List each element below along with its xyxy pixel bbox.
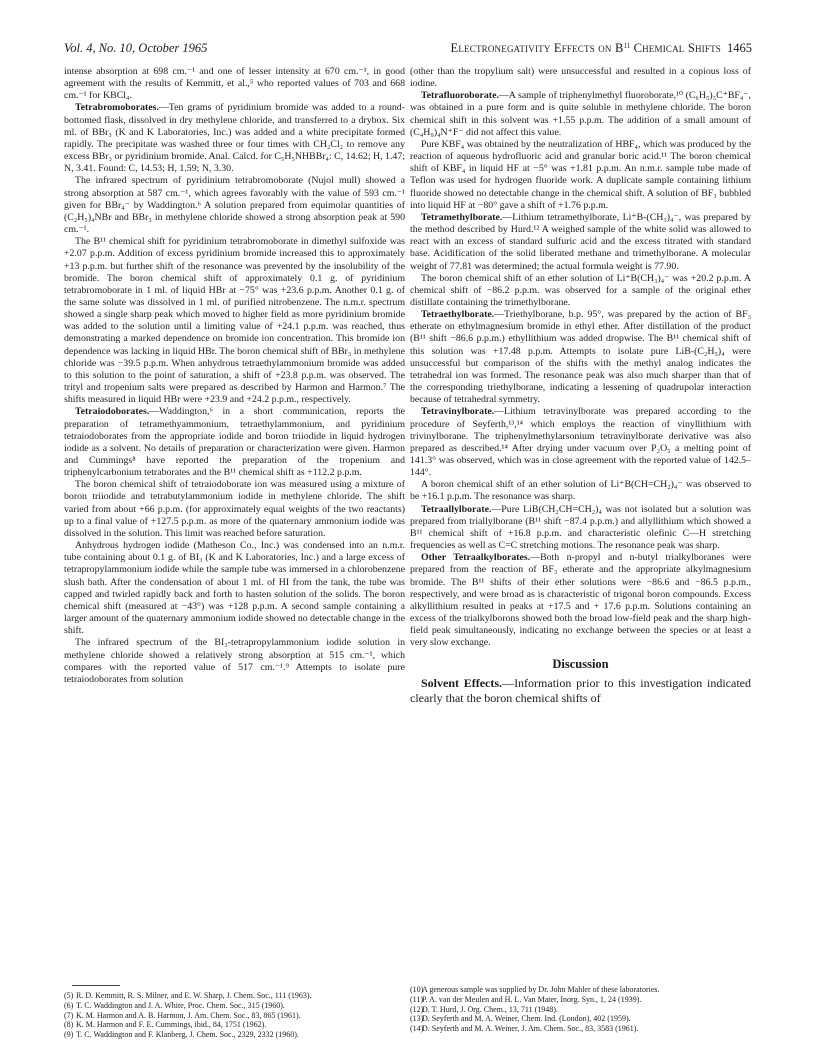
footnote-text: R. D. Kemmitt, R. S. Milner, and E. W. Sharp, J. Chem. Soc., 111 (1963). — [76, 991, 312, 1000]
footnote-number: (6) — [64, 1000, 74, 1010]
footnote-text: K. M. Harmon and F. E. Cummings, ibid., 84, 1751 (1962). — [76, 1020, 267, 1030]
paragraph: The infrared spectrum of pyridinium tetrabromoborate (Nujol mull) showed a strong absorption at 587 cm.⁻¹, which agrees favorably with the value of 593 cm.⁻¹ given for BBr₄⁻ by Waddington.⁶ A solution prepared from equimolar quantities of (C₂H₅)₄NBr and BBr₃ in methylene chloride showed a strong absorption peak at 590 cm.⁻¹. — [64, 175, 405, 236]
paragraph-text: —Lithium tetramethylborate, Li⁺B-(CH₃)₄⁻, was prepared by the method described by Hurd.¹² A weighed sample of the white solid was allowed to react with an excess of standard sulfuric acid and the excess titrated with standard base. Acidification of the solid liberated methane and trimethylborane. A molecular weight of 77.81 was determined; the actual formula weight is 77.90. — [410, 211, 751, 272]
running-title-superscript: 11 — [623, 42, 631, 50]
footnote-text: A generous sample was supplied by Dr. John Mahler of these laboratories. — [422, 985, 660, 994]
footnote-number: (14) — [410, 1024, 424, 1034]
paragraph — [64, 102, 405, 175]
solvent-effects-block — [410, 676, 751, 706]
footnotes-right — [410, 985, 751, 1034]
footnote-number: (5) — [64, 991, 74, 1000]
footnote — [410, 1005, 751, 1015]
paragraph — [410, 552, 751, 649]
section-heading: Tetravinylborate. — [421, 406, 495, 418]
footnote — [64, 991, 405, 1001]
paragraph-text: —Lithium tetravinylborate was prepared according to the procedure of Seyferth,¹³,¹⁴ which employs the reaction of vinyllithium with trivinylborane. The triphenylmethylarsonium tetravinylborate derivative was also prepared as described.¹⁴ After drying under vacuum over P₂O₅ a melting point of 141.3° was observed, which was in close agreement with the reported value of 142.5–144°. — [410, 406, 751, 479]
paragraph: Pure KBF₄ was obtained by the neutralization of HBF₄, which was produced by the reaction of aqueous hydrofluoric acid and granular boric acid.¹¹ The boron chemical shift of KBF₄ in liquid HF at −5° was +1.81 p.p.m. An n.m.r. sample tube made of Teflon was used for hydrogen fluoride work. A duplicate sample containing lithium fluoride showed no detectable change in the chemical shift. A solution of BF₃ bubbled into liquid HF at −80° gave a shift of +1.76 p.p.m. — [410, 138, 751, 211]
section-heading: Other Tetraalkylborates. — [421, 552, 531, 564]
paragraph — [410, 504, 751, 553]
journal-issue: Vol. 4, No. 10, October 1965 — [64, 41, 208, 55]
footnote-text: P. A. van der Meulen and H. L. Van Mater, Inorg. Syn., 1, 24 (1939). — [422, 994, 642, 1004]
footnote — [410, 1014, 751, 1024]
footnote-number: (7) — [64, 1010, 74, 1020]
footnote-rule — [72, 985, 120, 986]
paragraph: A boron chemical shift of an ether solution of Li⁺B(CH=CH₂)₄⁻ was observed to be +16.1 p.p.m. The resonance was sharp. — [410, 479, 751, 503]
section-heading: Tetramethylborate. — [421, 211, 503, 223]
section-heading: Solvent Effects. — [421, 675, 503, 690]
footnote-number: (11) — [410, 994, 424, 1004]
paragraph-text: —Triethylborane, b.p. 95°, was prepared by the action of BF₃ etherate on ethylmagnesium bromide in ethyl ether. After distillation of the product (B¹¹ shift −86.6 p.p.m.) ethyllithium was added dropwise. The B¹¹ chemical shift of this solution was +17.48 p.p.m. Attempts to isolate pure LiB-(C₂H₅)₄ were unsuccessful but comparison of the shifts with the methyl analog indicates the tetrahedral ion was formed. The resonance peak was also much sharper than that of the corresponding triethylborane, indicating a lessening of quadrupolar interaction because of tetrahedral symmetry. — [410, 309, 751, 406]
footnote — [64, 1011, 405, 1021]
footnotes-left — [64, 985, 405, 1040]
footnote-number: (12) — [410, 1004, 424, 1014]
footnote-number: (10) — [410, 985, 424, 994]
paragraph: The infrared spectrum of the BI₃-tetrapropylammonium iodide solution in methylene chloride showed a relatively strong absorption at 515 cm.⁻¹, which compares with the reported value of 517 cm.⁻¹.⁹ Attempts to isolate pure tetraiodoborates from solution — [64, 637, 405, 685]
section-heading: Tetraethylborate. — [421, 309, 495, 321]
paragraph-text: —Pure LiB(CH₂CH=CH₂)₄ was not isolated but a solution was prepared from triallylborane (B¹¹ shift −87.4 p.p.m.) and allyllithium which showed a B¹¹ chemical shift of +16.8 p.p.m. and characteristic olefinic C—H stretching frequencies as well as C=C stretching motions. The resonance peak was sharp. — [410, 503, 751, 552]
running-title-text-end: Chemical Shifts — [630, 41, 721, 55]
section-heading: Tetraiodoborates. — [75, 406, 150, 418]
footnote-number: (8) — [64, 1020, 74, 1030]
footnote-text: D. Seyferth and M. A. Weiner, Chem. Ind. (London), 402 (1959). — [422, 1014, 631, 1024]
paragraph-text: —Ten grams of pyridinium bromide was added to a round-bottomed flask, dissolved in dry methylene chloride, and transferred to a drybox. Six ml. of BBr₃ (K and K Laboratories, Inc.) was added and a white precipitate formed rapidly. The precipitate was washed three or four times with CH₂Cl₂ to remove any excess BBr₃ or pyridinium bromide. Anal. Calcd. for C₅H₅NHBBr₄: C, 14.62; H, 1.47; N, 3.41. Found: C, 14.53; H, 1.59; N, 3.30. — [64, 102, 406, 175]
paragraph: The boron chemical shift of an ether solution of Li⁺B(CH₃)₄⁻ was +20.2 p.p.m. A chemical shift of −86.2 p.p.m. was observed for a sample of the original ether distillate containing the trimethylborane. — [410, 272, 751, 308]
paragraph — [410, 406, 751, 479]
section-heading: Tetrafluoroborate. — [421, 90, 499, 102]
paragraph — [410, 212, 751, 273]
running-title — [451, 40, 752, 56]
paragraph: intense absorption at 698 cm.⁻¹ and one of lesser intensity at 670 cm.⁻¹, in good agreement with the results of Kemmitt, et al.,⁵ who reported values of 703 and 668 cm.⁻¹ for KBCl₄. — [64, 66, 405, 102]
paragraph — [410, 676, 751, 706]
footnote-text: D. T. Hurd, J. Org. Chem., 13, 711 (1948). — [422, 1004, 558, 1014]
footnote — [64, 1030, 405, 1040]
footnote — [64, 1020, 405, 1030]
footnote-number: (13) — [410, 1014, 424, 1024]
section-heading: Tetrabromoborates. — [75, 102, 159, 114]
paragraph-text: —Both n-propyl and n-butyl trialkylboranes were prepared from the reaction of BF₃ etherate and the appropriate alkylmagnesium bromide. The B¹¹ shifts of their ether solutions were −86.6 and −86.5 p.p.m., respectively, and were broad as is characteristic of trigonal boron compounds. Excess alkyllithium resulted in peaks at +17.5 and + 17.6 p.p.m. Solutions containing an excess of the trialkylborons showed both the broad low-field peak and the sharp high-field peak simultaneously, indicating no exchange between the species or at least a very slow exchange. — [410, 552, 751, 649]
footnote-text: D. Seyferth and M. A. Weiner, J. Am. Chem. Soc., 83, 3583 (1961). — [422, 1024, 639, 1034]
paragraph: Anhydrous hydrogen iodide (Matheson Co., Inc.) was condensed into an n.m.r. tube containing about 0.1 g. of BI₃ (K and K Laboratories, Inc.) and a large excess of tetrapropylammonium iodide while the sample tube was immersed in a chlorobenzene slush bath. After the condensation of about 1 ml. of HI from the tank, the tube was capped and twirled rapidly back and forth to hasten solution of the solids. The boron chemical shift (measured at −43°) was +128 p.p.m. A second sample containing a larger amount of the quaternary ammonium iodide showed no detectable change in the shift. — [64, 540, 405, 637]
footnote — [410, 985, 751, 995]
section-heading: Tetraallylborate. — [421, 503, 492, 515]
running-header — [64, 40, 752, 56]
paragraph: The B¹¹ chemical shift for pyridinium tetrabromoborate in dimethyl sulfoxide was +2.07 p.p.m. Addition of excess pyridinium bromide increased this to approximately +13 p.p.m. but further shift of the resonance was prevented by the insolubility of the bromide. The boron chemical shift of approximately 0.1 g. of pyridinium tetrabromoborate in 1 ml. of liquid HBr at −75° was +23.6 p.p.m. Another 0.1 g. of the same solute was dissolved in 1 ml. of purified nitrobenzene. The n.m.r. spectrum showed a single sharp peak which moved to higher field as more pyridinium bromide was added to the solution until a limiting value of +24.1 p.p.m. was reached, thus demonstrating a marked dependence on bromide ion concentration. This bromide ion dependence was lacking in liquid HBr. The boron chemical shift of BBr₃ in methylene chloride was −39.5 p.p.m. When anhydrous tetraethylammonium bromide was added to this solution to the point of saturation, a shift of +23.8 p.p.m. was observed. The trityl and tropenium salts were prepared as described by Harmon and Harmon.⁷ The shifts measured in liquid HBr were +23.9 and +24.2 p.p.m., respectively. — [64, 236, 405, 406]
footnote-number: (9) — [64, 1030, 74, 1040]
footnote-text: T. C. Waddington and J. A. White, Proc. Chem. Soc., 315 (1960). — [76, 1000, 285, 1010]
paragraph-text: —Waddington,⁶ in a short communication, reports the preparation of tetramethyammonium, tetraethylammonium, and pyridinium tetraiodoborates from the appropriate iodide and boron triiodide in liquid hydrogen iodide as a solvent. No details of preparation or characterization were given. Harmon and Cummings⁸ have reported the preparation of the tropenium and triphenylcarbonium tetraborates and the B¹¹ chemical shift as +112.2 p.p.m. — [64, 406, 405, 479]
footnote — [64, 1001, 405, 1011]
running-title-text: Electronegativity Effects on B — [450, 41, 624, 55]
paragraph — [64, 406, 405, 479]
footnote-text: K. M. Harmon and A. B. Harmon, J. Am. Chem. Soc., 83, 865 (1961). — [76, 1010, 301, 1020]
paragraph: The boron chemical shift of tetraiodoborate ion was measured using a mixture of boron triiodide and tetrabutylammonium iodide in methylene chloride. The shift varied from about +66 p.p.m. (for approximately equal weights of the two reactants) up to a final value of +127.5 p.p.m. as more of the quaternary ammonium iodide was dissolved in the solution. This limit was reached before saturation. — [64, 479, 405, 539]
paragraph — [410, 90, 751, 139]
paragraph-text: —A sample of triphenylmethyl fluoroborate,¹⁰ (C₆H₅)₃C⁺BF₄⁻, was obtained in a pure form and is quite soluble in methylene chloride. The boron chemical shift in this solvent was +1.55 p.p.m. The addition of a small amount of (C₄H₉)₄N⁺F⁻ did not affect this value. — [410, 90, 751, 138]
discussion-heading: Discussion — [552, 656, 609, 671]
left-column — [64, 66, 405, 686]
page-number: 1465 — [727, 41, 752, 55]
paragraph — [410, 309, 751, 406]
footnote — [410, 995, 751, 1005]
right-column — [410, 66, 751, 706]
paragraph: (other than the tropylium salt) were unsuccessful and resulted in a copious loss of iodine. — [410, 66, 751, 90]
footnote — [410, 1024, 751, 1034]
footnote-text: T. C. Waddington and F. Klanberg, J. Chem. Soc., 2329, 2332 (1960). — [76, 1030, 299, 1040]
paragraph-text: —Information prior to this investigation indicated clearly that the boron chemical shifts of — [410, 675, 751, 705]
